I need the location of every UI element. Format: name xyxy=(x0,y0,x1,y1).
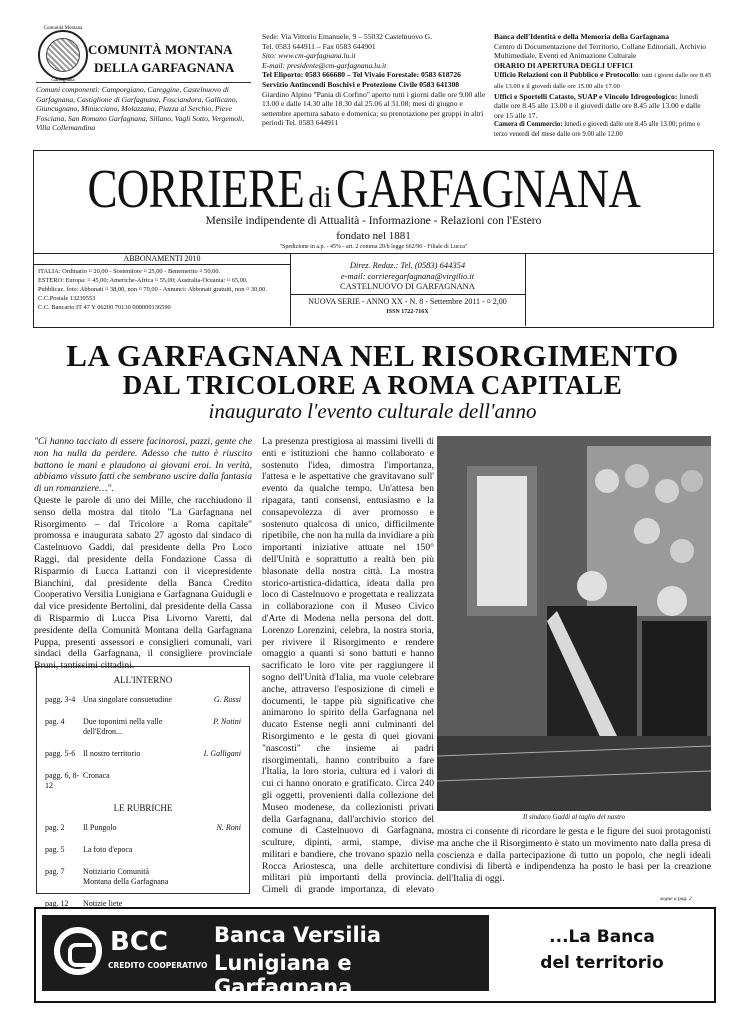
article-col1-text: Queste le parole di uno dei Mille, che racchiudono il senso della mostra dal titolo "La Garfagnana nel Risorgimento – dal Tricolore a Roma capitale" promossa e inaugurata sabato 27 agosto dal sindaco di Castelnuovo Gaddi, dal presidente della Pro Loco Raggi, dal presidente della Fondazione Cassa di Risparmio di Lucca Lattanzi con il vicepresidente Bianchini, dal presidente della Banca Credito Cooperativo Versilia Lunigiana e Garfagnana Guidugli e dal vice presidente Bertolini, dal presidente della Cassa di Risparmio di Lucca Pisa Livorno Varetti, dal presidente della Comunità Montana della Garfagnana Puppa, presenti assessori e consiglieri comunali, vari sindaci della Garfagnana, il consigliere provinciale Bruni, tantissimi cittadini. xyxy=(34,494,252,672)
article-quote: "Ci hanno tacciato di essere facinorosi, pazzi, gente che non ha nulla da perdere. Adesso che tutto è riuscito battono le mani e plaudono ai giovani eroi. In verità, abbiamo vissuto fatti che sembrano uscire dalla fantasia di un romanziere…". xyxy=(34,436,252,495)
rubriche-row[interactable] xyxy=(45,823,241,833)
index-page: pagg. 3-4 xyxy=(45,695,76,704)
components-text: Comuni componenti: Camporgiano, Careggine, Castelnuovo di Garfagnana, Castiglione di Garfagnana, Fosciandora, Gallicano, Giuncugnano, Minucciano, Molazzana, Piazza al Serchio, Pieve Fosciana, San Romano Garfagnana, Sillano, Vagli Sotto, Vergemoli, Villa Collemandina xyxy=(36,85,245,133)
headline-line-1: LA GARFAGNANA NEL RISORGIMENTO xyxy=(66,338,679,373)
sede-block xyxy=(262,32,490,128)
title-di: di xyxy=(308,181,332,214)
sede-line-5: Tel Eliporto: 0583 666680 – Tel Vivaio Forestale: 0583 618726 xyxy=(262,70,461,80)
redaz-city: CASTELNUOVO DI GARFAGNANA xyxy=(340,281,475,291)
ufficio-sportelli: Uffici e Sportelli Catasto, SUAP e Vincolo Idrogeologico: lunedì dalle ore 8.45 alle 13.00 e il giovedì dalle ore 8.45 alle 13.00 e dalle ore 15 alle 17. xyxy=(494,91,701,120)
index-author: I. Galligani xyxy=(203,749,241,758)
rubriche-author xyxy=(179,845,241,855)
masthead-title xyxy=(34,157,713,220)
index-row[interactable] xyxy=(45,717,241,737)
sede-line-2: Tel. 0583 644911 – Fax 0583 644901 xyxy=(262,41,376,51)
org-divider xyxy=(36,82,251,83)
photo-caption: Il sindaco Gaddi al taglio del nastro xyxy=(522,813,626,821)
rubriche-page: pag. 12 xyxy=(45,899,69,908)
masthead-spedizione: "Spedizione in a.p. - 45% - art. 2 comma 20/b legge 662/96 - Filiale di Lucca" xyxy=(279,244,468,250)
article-col-3 xyxy=(437,826,711,885)
abb-line-5: C.C. Bancario IT 47 Y 06200 70130 000000136590 xyxy=(38,303,171,311)
abb-line-1: ITALIA: Ordinario ¤ 20,00 - Sostenitore ¤ 25,00 - Benemerito ¤ 50,00. xyxy=(38,268,221,275)
seal-icon xyxy=(38,30,88,80)
title-corriere: CORRIERE xyxy=(87,158,305,219)
bcc-text: BCC xyxy=(110,927,168,957)
redaz-phone: Direz. Redaz.: Tel. (0583) 644354 xyxy=(349,260,466,270)
abb-lines xyxy=(38,268,288,313)
index-list xyxy=(37,695,249,791)
sede-website[interactable]: Sito: www.cm-garfagnana.lu.it xyxy=(262,51,356,61)
banca-desc: Centro di Documentazione del Territorio, Collane Editoriali, Archivio Multimediale, Eventi ed Animazione Culturale xyxy=(494,41,707,61)
headline-sub: inaugurato l'evento culturale dell'anno xyxy=(208,399,537,423)
article-col3-text: mostra ci consente di ricordare le gesta e le figure dei suoi protagonisti ma anche che il Risorgimento è stato un movimento nato dalla presa di coscienza e dalla partecipazione di tutto un popolo, che negli ideali condivisi di libertà e indipendenza ha posto le basi per la creazione dell'Italia di oggi. xyxy=(437,826,711,885)
rubriche-page: pag. 2 xyxy=(45,823,65,832)
article-photo xyxy=(437,436,711,811)
banca-title: Banca dell'Identità e della Memoria della Garfagnana xyxy=(494,32,670,41)
article-col-1 xyxy=(34,436,252,672)
rubriche-page: pag. 5 xyxy=(45,845,65,854)
article-col2-text: La presenza prestigiosa ai massimi livelli di enti e istituzioni che hanno collaborato e sostenuto l'idea, dimostra l'importanza, l'attesa e le aspettative che gravitavano sull' evento da qualche tempo. Un'attesa ben ripagata, tanti consensi, entusiasmo e la consapevolezza di aver promosso e sostenuto qualcosa di unico, difficilmente ripetibile, che non ha nulla da invidiare a più importanti iniziative attuate nel 150° dell'Unità e soprattutto a realtà ben più blasonate della nostra città. La mostra storico-artistica-didattica, ideata dalla pro loco di Castelnuovo e progettata e realizzata in collaborazione con il Museo Civico d'Arte di Modena nella persona del dott. Lorenzo Lorenzini, celebra, la nostra storia, per rivivere il Risorgimento e rendere omaggio a quanti si sono battuti e hanno sacrificato le loro vite per raggiungere il sogno dell'Unità d'Ialia, ma vuole celebrare anche, attraverso l'esposizione di cimeli e documenti, le tappe più significative che animarono lo spirito della Garfagnana nel ducato Estense negli anni culminanti del Risorgimento e le gesta di quei giovani "nascosti" che insieme ai padri risorgimentali, hanno contribuito a fare l'Italia, la loro storia, cultura ed i valori di cui ci hanno onorato e gratificato. Circa 240 gli oggetti, provenienti dalla collezione del Museo modenese, da collezionisti privati della Garfagnana, dall'archivio storico del comune di Castelnuovo di Garfagnana, sculture, dipinti, armi, stampe, divise militari e bandiere, che trovano spazio nella Rocca Ariostesca, una delle architetture militari più importanti della provincia. Cimeli di grande importanza, di elevato xyxy=(262,436,434,896)
redaz-email[interactable]: e-mail: corrieregarfagnana@virgilio.it xyxy=(340,270,475,281)
index-row[interactable] xyxy=(45,771,241,791)
index-title: Due toponimi nella valle dell'Edron... xyxy=(83,717,163,736)
redaz-issn: ISSN 1722-716X xyxy=(386,309,429,315)
banca-block xyxy=(494,32,712,140)
segue-link[interactable]: segue a pag. 2 xyxy=(660,896,692,902)
headline-line-2: DAL TRICOLORE A ROMA CAPITALE xyxy=(122,370,623,400)
index-author: G. Rossi xyxy=(213,695,241,704)
sede-line-6: Servizio Antincendi Boschivi e Protezione Civile 0583 641308 xyxy=(262,79,460,89)
abb-line-3: Pubblicaz. foto: Abbonati ¤ 38,00, non ¤ 70,00 - Annunci: Abbonati gratuiti, non ¤ 30,00. xyxy=(38,285,267,293)
index-author: P. Notini xyxy=(213,717,241,726)
bcc-logo-icon xyxy=(54,927,102,975)
ad-banner xyxy=(34,907,716,1003)
index-author xyxy=(179,771,241,791)
rubriche-title: Notiziario Comunità Montana della Garfagnana xyxy=(83,867,169,886)
ad-dark-panel xyxy=(42,915,489,999)
index-title: Il nostro territorio xyxy=(83,749,141,758)
ad-bank-name-2: Lunigiana e Garfagnana xyxy=(214,951,353,999)
abb-line-4: C.C.Postale 13239553 xyxy=(38,294,96,302)
index-page: pagg. 5-6 xyxy=(45,749,76,758)
rubriche-title: La foto d'epoca xyxy=(83,845,133,854)
redaz-issue: NUOVA SERIE - ANNO XX - N. 8 - Settembre 2011 - ¤ 2,00 xyxy=(290,294,525,308)
masthead-subtitle: Mensile indipendente di Attualità - Informazione - Relazioni con l'Estero xyxy=(205,215,542,227)
masthead-frame xyxy=(33,150,714,328)
index-page: pagg. 6, 8-12 xyxy=(45,771,80,790)
camera-commercio: Camera di Commercio: lunedì e giovedì dalle ore 8.45 alle 13.00; primo e terzo venerdì del mese dalle ore 9.00 alle 12.00 xyxy=(494,121,700,138)
title-garfagnana: GARFAGNANA xyxy=(335,158,640,219)
credito-text: CREDITO COOPERATIVO xyxy=(108,961,208,970)
rubriche-title: Notizie liete xyxy=(83,899,123,908)
abb-line-2: ESTERO: Europa: ¤ 45,00; Americhe-Africa ¤ 55,00; Australia-Oceania: ¤ 65,00. xyxy=(38,276,248,284)
masthead-right-space xyxy=(525,253,713,326)
orario-title: ORARIO DI APERTURA DEGLI UFFICI xyxy=(494,60,633,70)
article-col-2 xyxy=(262,436,434,896)
ad-bank-name-1: Banca Versilia xyxy=(214,923,382,947)
rubriche-author xyxy=(179,867,241,887)
rubriche-title: Il Pungolo xyxy=(83,823,117,832)
rubriche-author: N. Roni xyxy=(216,823,241,832)
abb-title: ABBONAMENTI 2010 xyxy=(34,254,290,265)
abbonamenti-box xyxy=(34,253,291,326)
index-page: pag. 4 xyxy=(45,717,65,726)
index-title: ALL'INTERNO xyxy=(113,675,173,685)
seal-logo xyxy=(38,26,88,83)
ufficio-relazioni: Ufficio Relazioni con il Pubblico e Protocollo: tutti i giorni dalle ore 8.45 alle 13.00 e il giovedì dalle ore 15.00 alle 17.00 xyxy=(494,70,712,90)
rubriche-row[interactable] xyxy=(45,845,241,855)
sede-line-7: Giardino Alpino "Pania di Corfino" aperto tutti i giorni dalle ore 9.00 alle 13.00 e dalle 14.30 alle 18.30 dal 25.06 al 31.08; mesi di giugno e settembre apertura sabato e domenica; su prenotazione per gruppi in altri periodi Tel. 0583 644911 xyxy=(262,89,486,128)
org-name-1: COMUNITÀ MONTANA xyxy=(88,42,233,57)
sede-email[interactable]: E-mail: presidente@cm-garfagnana.lu.it xyxy=(262,60,387,70)
photo-illustration xyxy=(437,436,711,811)
seal-text-top: Comunità Montana xyxy=(43,26,83,31)
index-row[interactable] xyxy=(45,749,241,759)
index-box xyxy=(36,666,250,908)
rubriche-page: pag. 7 xyxy=(45,867,65,876)
org-name-2: DELLA GARFAGNANA xyxy=(94,60,235,75)
masthead-fondato: fondato nel 1881 xyxy=(336,230,411,242)
index-row[interactable] xyxy=(45,695,241,705)
ad-slogan-1: ...La Banca xyxy=(549,927,655,947)
index-title: Cronaca xyxy=(83,771,110,780)
sede-line-1: Sede: Via Vittorio Emanuele, 9 – 55032 Castelnuovo G. xyxy=(262,32,433,41)
rubriche-title: LE RUBRICHE xyxy=(113,803,173,813)
seal-text-bottom: Garfagnana xyxy=(51,78,75,83)
redazione-box xyxy=(290,253,526,326)
index-title: Una singolare consuetudine xyxy=(83,695,172,704)
ad-slogan-2: del territorio xyxy=(540,953,664,973)
rubriche-row[interactable] xyxy=(45,867,241,887)
